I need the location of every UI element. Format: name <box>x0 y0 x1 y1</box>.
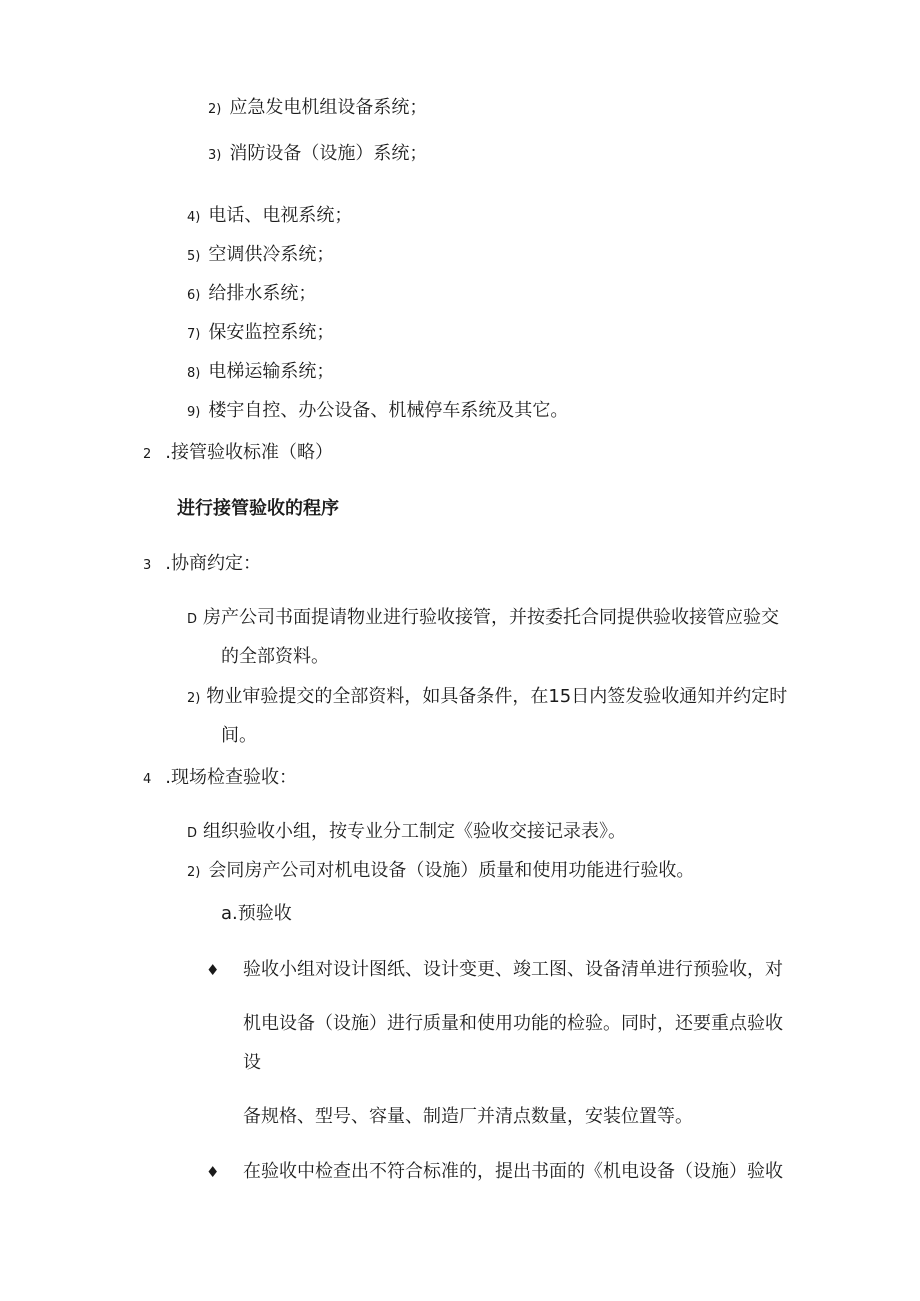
bullet-line: 在验收中检查出不符合标准的，提出书面的《机电设备（设施）验收 <box>243 1161 783 1182</box>
diamond-bullet-icon: ♦ <box>206 961 220 979</box>
item-number: 5) <box>187 249 201 264</box>
sub-heading: a.预验收 <box>221 903 292 924</box>
paragraph <box>187 685 787 711</box>
item-text: 楼宇自控、办公设备、机械停车系统及其它。 <box>208 400 569 421</box>
item-number: 8) <box>187 366 201 381</box>
list-item <box>187 243 334 269</box>
section-number: 3 <box>143 558 152 573</box>
item-number: 6) <box>187 288 201 303</box>
item-number: 2) <box>187 865 201 880</box>
item-text: 给排水系统； <box>208 283 317 304</box>
item-text: 消防设备（设施）系统； <box>229 143 428 164</box>
paragraph <box>187 606 779 632</box>
paragraph-line: 的全部资料。 <box>221 646 329 667</box>
section-number: 4 <box>143 772 152 787</box>
list-item <box>187 204 352 230</box>
list-item <box>208 96 427 122</box>
bullet-line: 设 <box>243 1052 261 1073</box>
list-item <box>187 360 334 386</box>
list-item <box>208 142 427 168</box>
section-title: .协商约定： <box>165 553 262 574</box>
item-text: 电梯运输系统； <box>208 361 335 382</box>
item-number: 3) <box>208 148 222 163</box>
item-text: 保安监控系统； <box>208 322 335 343</box>
paragraph-line: 间。 <box>221 725 257 746</box>
paragraph-line: 会同房产公司对机电设备（设施）质量和使用功能进行验收。 <box>208 860 695 881</box>
paragraph <box>187 820 626 846</box>
item-number: D <box>187 612 198 627</box>
section-title: .接管验收标准（略） <box>165 442 334 463</box>
paragraph-line: 房产公司书面提请物业进行验收接管，并按委托合同提供验收接管应验交 <box>203 607 780 628</box>
paragraph <box>187 859 694 885</box>
diamond-bullet-icon: ♦ <box>206 1163 220 1181</box>
section-3 <box>143 552 261 578</box>
section-2 <box>143 441 333 467</box>
item-number: D <box>187 826 198 841</box>
section-4 <box>143 766 297 792</box>
section-title: .现场检查验收： <box>165 767 298 788</box>
item-text: 电话、电视系统； <box>208 205 353 226</box>
bullet-line: 备规格、型号、容量、制造厂并清点数量，安装位置等。 <box>243 1106 693 1127</box>
item-number: 2) <box>187 691 201 706</box>
list-item <box>187 282 316 308</box>
paragraph-line: 物业审验提交的全部资料，如具备条件，在15日内签发验收通知并约定时 <box>206 686 788 707</box>
list-item <box>187 321 334 347</box>
item-number: 7) <box>187 327 201 342</box>
bullet-line: 验收小组对设计图纸、设计变更、竣工图、设备清单进行预验收，对 <box>243 959 783 980</box>
item-text: 应急发电机组设备系统； <box>229 97 428 118</box>
bullet-line: 机电设备（设施）进行质量和使用功能的检验。同时，还要重点验收 <box>243 1013 783 1034</box>
paragraph-line: 组织验收小组，按专业分工制定《验收交接记录表》。 <box>203 821 627 842</box>
item-number: 2) <box>208 102 222 117</box>
procedure-heading: 进行接管验收的程序 <box>177 498 339 519</box>
item-number: 9) <box>187 405 201 420</box>
item-text: 空调供冷系统； <box>208 244 335 265</box>
item-number: 4) <box>187 210 201 225</box>
list-item <box>187 399 568 425</box>
section-number: 2 <box>143 447 152 462</box>
